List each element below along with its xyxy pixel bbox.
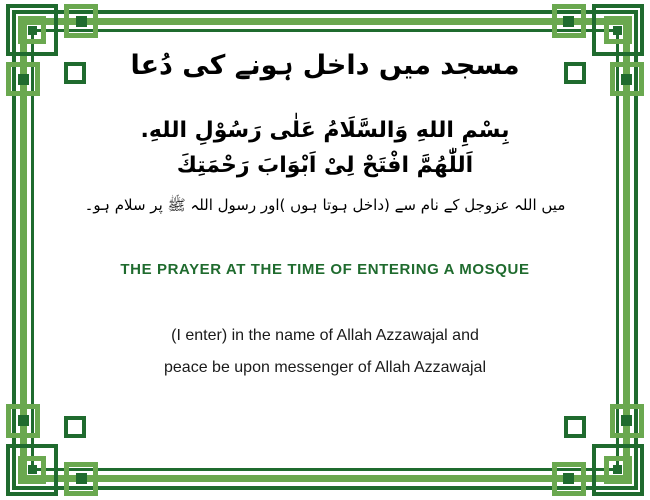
arabic-line-1: بِسْمِ اللهِ وَالسَّلَامُ عَلٰى رَسُوْلِ اللهِ. [140, 117, 510, 143]
english-translation-line-2: peace be upon messenger of Allah Azzawajal [164, 358, 486, 376]
english-translation-block [44, 320, 606, 384]
english-heading: THE PRAYER AT THE TIME OF ENTERING A MOSQUE [120, 260, 530, 278]
arabic-dua-block [44, 113, 606, 217]
english-translation-line-1: (I enter) in the name of Allah Azzawajal and [171, 326, 479, 344]
urdu-translation: میں اللہ عزوجل کے نام سے (داخل ہوتا ہوں )اور رسول اللہ ﷺ پر سلام ہو۔ [84, 195, 566, 214]
document-content [44, 40, 606, 460]
arabic-line-2: اَللّٰهُمَّ افْتَحْ لِىْ اَبْوَابَ رَحْمَتِكَ [176, 152, 474, 178]
page-title-urdu: مسجد میں داخل ہونے کی دُعا [130, 50, 520, 81]
